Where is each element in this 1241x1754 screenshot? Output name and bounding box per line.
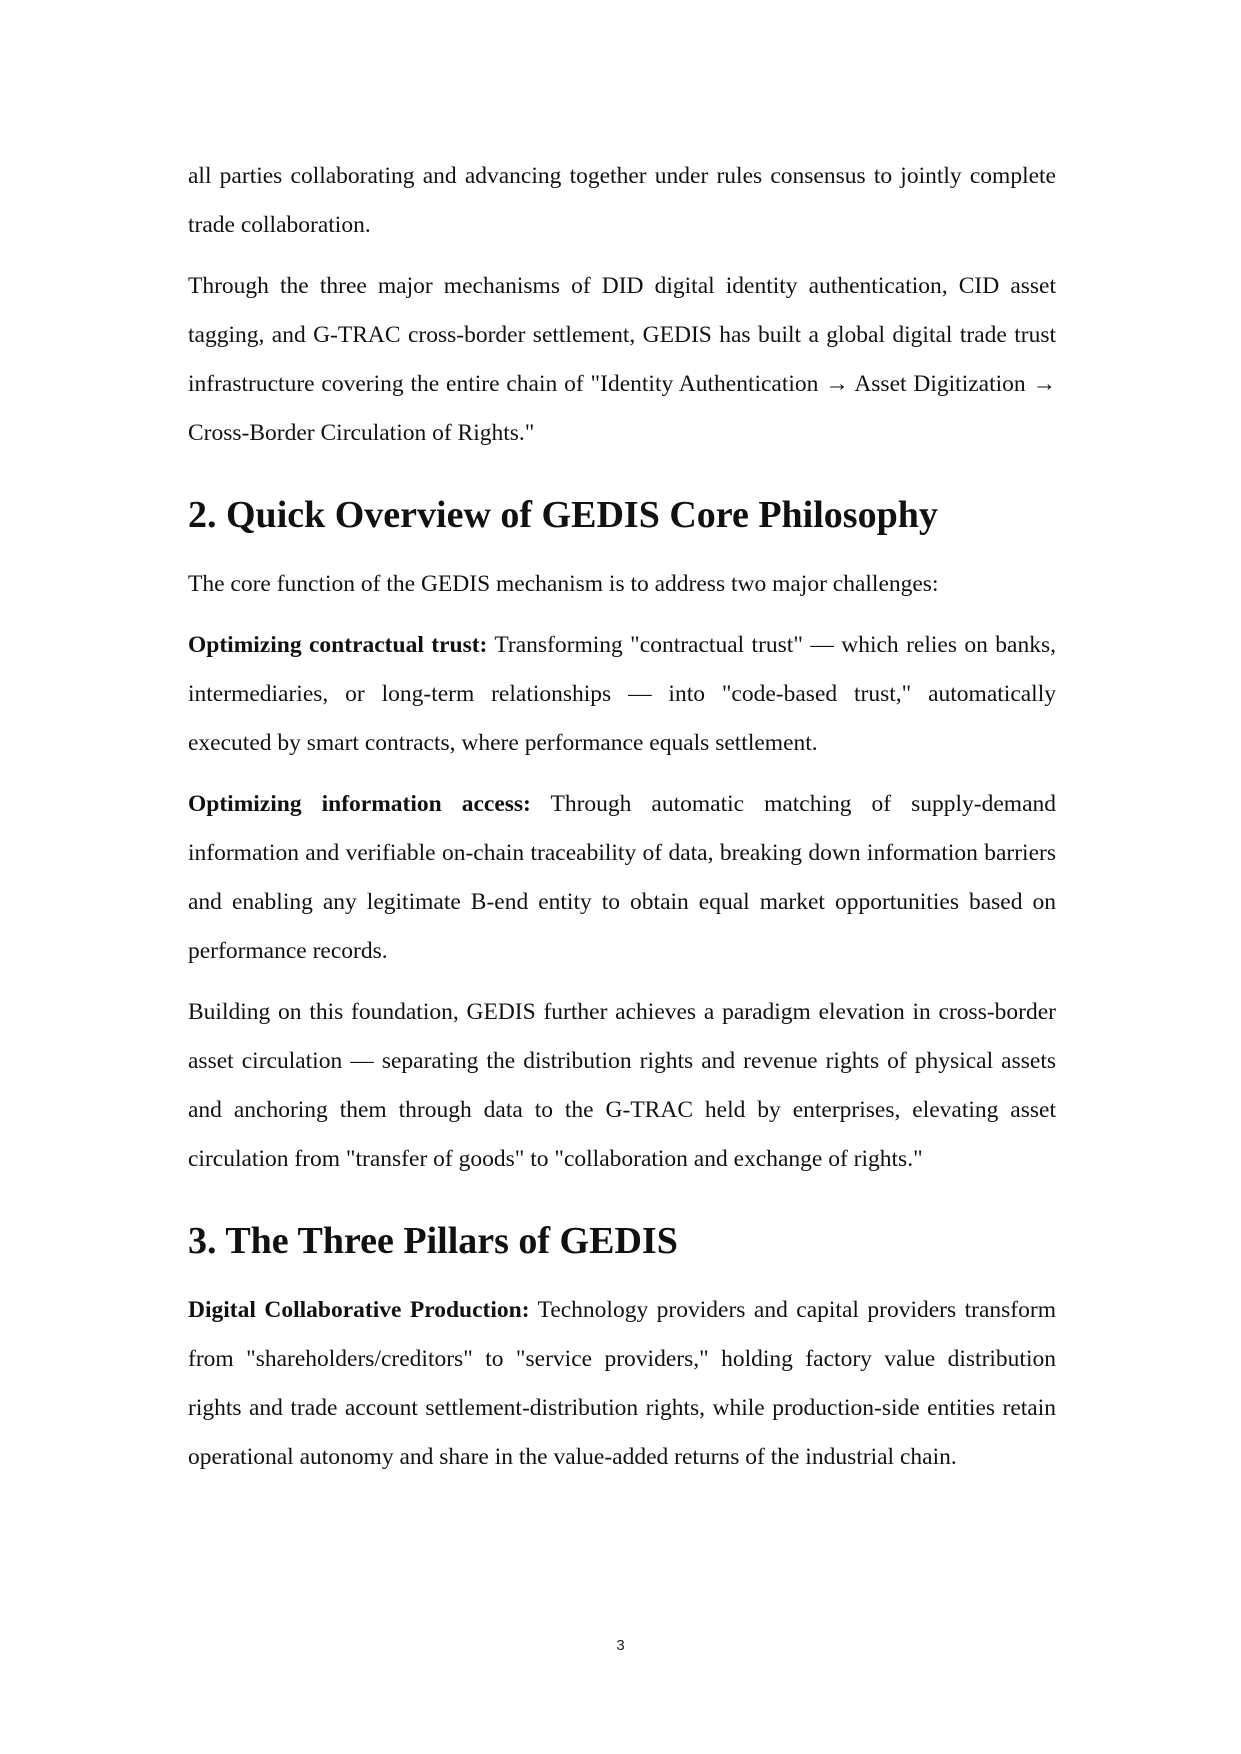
section-2-item-contractual-trust <box>188 621 1056 768</box>
item-label: Optimizing information access: <box>188 791 531 817</box>
page-number: 3 <box>616 1637 625 1654</box>
section-3-item-digital-collaborative-production <box>188 1286 1056 1482</box>
page-content <box>188 152 1056 1482</box>
section-2-closing-paragraph: Building on this foundation, GEDIS further achieves a paradigm elevation in cross-border asset circulation — separating the distribution rights and revenue rights of physical assets and anchoring them through data to the G-TRAC held by enterprises, elevating asset circulation from "transfer of goods" to "collaboration and exchange of rights." <box>188 999 1056 1172</box>
section-2-heading: 2. Quick Overview of GEDIS Core Philosophy <box>188 494 938 536</box>
item-text: Transforming "contractual trust" — which relies on banks, intermediaries, or long-term relationships — into "code-based trust," automatically executed by smart contracts, where performance equals settlement. <box>188 632 1056 756</box>
item-label: Digital Collaborative Production: <box>188 1297 530 1323</box>
section-2-intro: The core function of the GEDIS mechanism is to address two major challenges: <box>188 571 939 597</box>
item-label: Optimizing contractual trust: <box>188 632 488 658</box>
intro-paragraph-1: all parties collaborating and advancing together under rules consensus to jointly complete trade collaboration. <box>188 163 1056 238</box>
item-text: Technology providers and capital providers transform from "shareholders/creditors" to "service providers," holding factory value distribution rights and trade account settlement-distribution rights, while production-side entities retain operational autonomy and share in the value-added returns of the industrial chain. <box>188 1297 1056 1470</box>
section-3-heading: 3. The Three Pillars of GEDIS <box>188 1220 678 1262</box>
intro-paragraph-2: Through the three major mechanisms of DID digital identity authentication, CID asset tagging, and G-TRAC cross-border settlement, GEDIS has built a global digital trade trust infrastructure covering the entire chain of "Identity Authentication → Asset Digitization → Cross-Border Circulation of Rights." <box>188 273 1056 446</box>
section-2-item-information-access <box>188 780 1056 976</box>
item-text: Through automatic matching of supply-demand information and verifiable on-chain traceability of data, breaking down information barriers and enabling any legitimate B-end entity to obtain equal market opportunities based on performance records. <box>188 791 1056 964</box>
